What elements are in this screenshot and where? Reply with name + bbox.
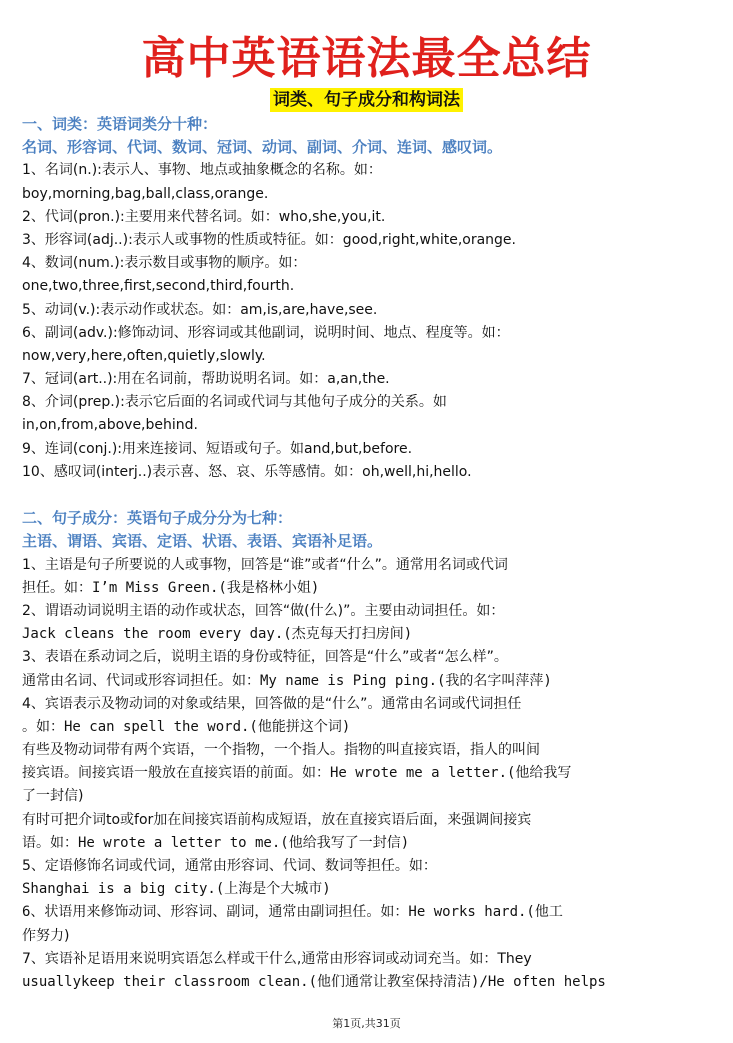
body-text-line: 3、表语在系动词之后，说明主语的身份或特征，回答是“什么”或者“怎么样”。 bbox=[22, 649, 508, 666]
body-text-line: 5、定语修饰名词或代词，通常由形容词、代词、数词等担任。如： bbox=[22, 858, 437, 874]
body-text-line: usuallykeep their classroom clean.(他们通常让教室保持清洁)/He often helps bbox=[22, 973, 606, 990]
page-footer: 第1页,共31页 bbox=[332, 1017, 401, 1030]
paragraph-spacer bbox=[22, 484, 722, 507]
body-text-line: 1、主语是句子所要说的人或事物，回答是“谁”或者“什么”。通常用名词或代词 bbox=[22, 556, 508, 573]
body-text-line: 语。如：He wrote a letter to me.(他给我写了一封信) bbox=[22, 834, 410, 851]
section-heading-line: 一、词类：英语词类分十种： bbox=[22, 115, 218, 133]
body-text-line: 7、冠词(art..):用在名词前，帮助说明名词。如：a,an,the. bbox=[22, 371, 390, 388]
body-text-line: 作努力) bbox=[22, 927, 70, 944]
body-text-line: 。如：He can spell the word.(他能拼这个词) bbox=[22, 718, 351, 735]
body-text-line: 8、介词(prep.):表示它后面的名词或代词与其他句子成分的关系。如 bbox=[22, 394, 447, 411]
body-text-line: 4、数词(num.):表示数目或事物的顺序。如： bbox=[22, 255, 307, 272]
body-text-line: 9、连词(conj.):用来连接词、短语或句子。如and,but,before. bbox=[22, 440, 413, 457]
body-text-line: boy,morning,bag,ball,class,orange. bbox=[22, 185, 269, 202]
body-text-line: 4、宾语表示及物动词的对象或结果，回答做的是“什么”。通常由名词或代词担任 bbox=[22, 695, 522, 712]
section-heading-line: 名词、形容词、代词、数词、冠词、动词、副词、介词、连词、感叹词。 bbox=[22, 138, 503, 157]
body-text-line: 5、动词(v.):表示动作或状态。如：am,is,are,have,see. bbox=[22, 301, 378, 318]
document-body bbox=[22, 113, 722, 994]
body-text-line: 担任。如：I’m Miss Green.(我是格林小姐) bbox=[22, 579, 320, 596]
subtitle-wrapper bbox=[0, 88, 733, 112]
body-text-line: 10、感叹词(interj..)表示喜、怒、哀、乐等感情。如：oh,well,hi,hello. bbox=[22, 463, 472, 480]
body-text-line: Shanghai is a big city.(上海是个大城市) bbox=[22, 881, 331, 898]
body-text-line: 有些及物动词带有两个宾语，一个指物，一个指人。指物的叫直接宾语，指人的叫间 bbox=[22, 742, 540, 759]
body-text-line: 3、形容词(adj..):表示人或事物的性质或特征。如：good,right,white,orange. bbox=[22, 231, 516, 248]
body-text-line: 接宾语。间接宾语一般放在直接宾语的前面。如：He wrote me a letter.(他给我写 bbox=[22, 765, 572, 782]
body-text-line: 有时可把介词to或for加在间接宾语前构成短语，放在直接宾语后面，来强调间接宾 bbox=[22, 811, 532, 828]
body-text-line: 1、名词(n.):表示人、事物、地点或抽象概念的名称。如： bbox=[22, 162, 382, 179]
body-text-line: 了一封信) bbox=[22, 788, 84, 805]
body-text-line: 6、副词(adv.):修饰动词、形容词或其他副词，说明时间、地点、程度等。如： bbox=[22, 324, 510, 341]
body-text-line: 通常由名词、代词或形容词担任。如：My name is Ping ping.(我的名字叫萍萍) bbox=[22, 672, 552, 689]
body-text-line: 6、状语用来修饰动词、形容词、副词，通常由副词担任。如：He works hard.(他工 bbox=[22, 904, 563, 921]
document-subtitle: 词类、句子成分和构词法 bbox=[270, 88, 463, 112]
section-heading-line: 二、句子成分：英语句子成分分为七种： bbox=[22, 509, 293, 528]
body-text-line: one,two,three,first,second,third,fourth. bbox=[22, 278, 295, 295]
section-heading-line: 主语、谓语、宾语、定语、状语、表语、宾语补足语。 bbox=[22, 532, 383, 551]
body-text-line: 2、代词(pron.):主要用来代替名词。如：who,she,you,it. bbox=[22, 208, 386, 225]
body-text-line: in,on,from,above,behind. bbox=[22, 417, 198, 434]
body-text-line: 7、宾语补足语用来说明宾语怎么样或干什么,通常由形容词或动词充当。如：They bbox=[22, 950, 532, 967]
body-text-line: now,very,here,often,quietly,slowly. bbox=[22, 347, 266, 364]
body-text-line: Jack cleans the room every day.(杰克每天打扫房间) bbox=[22, 626, 413, 643]
body-text-line: 2、谓语动词说明主语的动作或状态，回答“做(什么)”。主要由动词担任。如： bbox=[22, 602, 505, 619]
document-title: 高中英语语法最全总结 bbox=[141, 33, 592, 84]
